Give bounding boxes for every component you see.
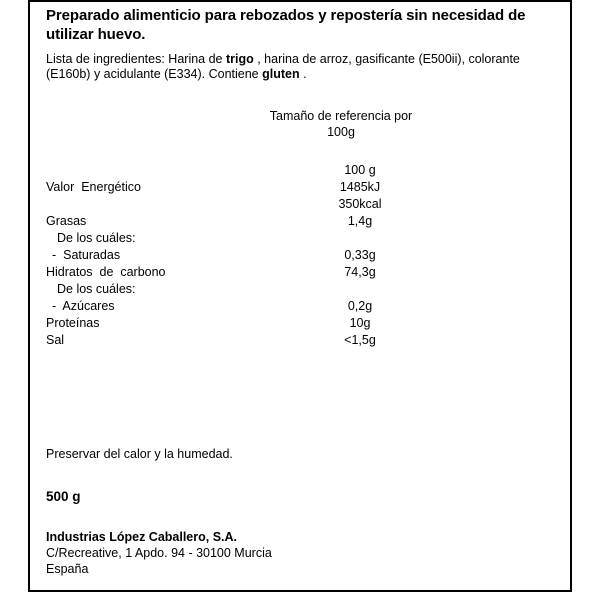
nutrition-row bbox=[30, 230, 570, 247]
nutrition-row bbox=[30, 179, 570, 196]
nutrition-row-label: Grasas bbox=[46, 214, 87, 228]
nutrition-row bbox=[30, 247, 570, 264]
nutrition-label-box bbox=[28, 0, 572, 592]
nutrition-row-label: Sal bbox=[46, 333, 65, 347]
reference-size-line1: Tamaño de referencia por bbox=[269, 109, 413, 123]
company-country: España bbox=[46, 562, 89, 576]
nutrition-row bbox=[30, 281, 570, 298]
ingredients-suffix: . bbox=[299, 67, 307, 81]
page-title: Preparado alimenticio para rebozados y repostería sin necesidad de utilizar huevo. bbox=[46, 7, 526, 43]
nutrition-row bbox=[30, 332, 570, 349]
nutrition-row-label: Valor Energético bbox=[46, 180, 141, 194]
label-content bbox=[30, 2, 570, 590]
nutrition-column-header-row bbox=[30, 162, 570, 179]
nutrition-row-value: <1,5g bbox=[344, 333, 376, 347]
storage-instructions: Preservar del calor y la humedad. bbox=[46, 447, 233, 461]
nutrition-row-label: De los cuáles: bbox=[57, 231, 136, 245]
reference-size-heading bbox=[226, 108, 456, 140]
nutrition-row-label: - Azúcares bbox=[52, 299, 115, 313]
nutrition-row-value: 350kcal bbox=[338, 197, 382, 211]
header-section bbox=[30, 2, 570, 82]
nutrition-row bbox=[30, 196, 570, 213]
company-address: C/Recreative, 1 Apdo. 94 - 30100 Murcia bbox=[46, 546, 272, 560]
nutrition-row-value: 0,2g bbox=[347, 299, 373, 313]
nutrition-row-value: 10g bbox=[349, 316, 371, 330]
column-header-100g: 100 g bbox=[344, 163, 376, 177]
ingredients-list bbox=[46, 44, 556, 82]
nutrition-row-label: Proteínas bbox=[46, 316, 100, 330]
nutrition-row bbox=[30, 213, 570, 230]
allergen-gluten: gluten bbox=[262, 67, 300, 81]
ingredients-prefix: Lista de ingredientes: Harina de bbox=[46, 52, 226, 66]
nutrition-table bbox=[30, 162, 570, 349]
nutrition-section bbox=[30, 108, 570, 349]
net-weight: 500 g bbox=[46, 489, 81, 504]
nutrition-row-label: De los cuáles: bbox=[57, 282, 136, 296]
nutrition-row-value: 1485kJ bbox=[339, 180, 381, 194]
nutrition-row-label: Hidratos de carbono bbox=[46, 265, 166, 279]
company-name: Industrias López Caballero, S.A. bbox=[46, 530, 238, 544]
footer-section bbox=[30, 442, 570, 577]
nutrition-row-value: 74,3g bbox=[344, 265, 376, 279]
reference-size-line2: 100g bbox=[327, 125, 355, 139]
nutrition-row bbox=[30, 298, 570, 315]
nutrition-row-value: 1,4g bbox=[347, 214, 373, 228]
ingredients-middle: , harina de arroz, gasificante (E500ii), colorante (E160b) y acidulante (E334). Contiene bbox=[46, 52, 520, 81]
nutrition-row bbox=[30, 315, 570, 332]
nutrition-rows bbox=[30, 179, 570, 349]
nutrition-row-value: 0,33g bbox=[344, 248, 376, 262]
allergen-trigo: trigo bbox=[225, 52, 254, 66]
nutrition-row-label: - Saturadas bbox=[52, 248, 121, 262]
nutrition-row bbox=[30, 264, 570, 281]
